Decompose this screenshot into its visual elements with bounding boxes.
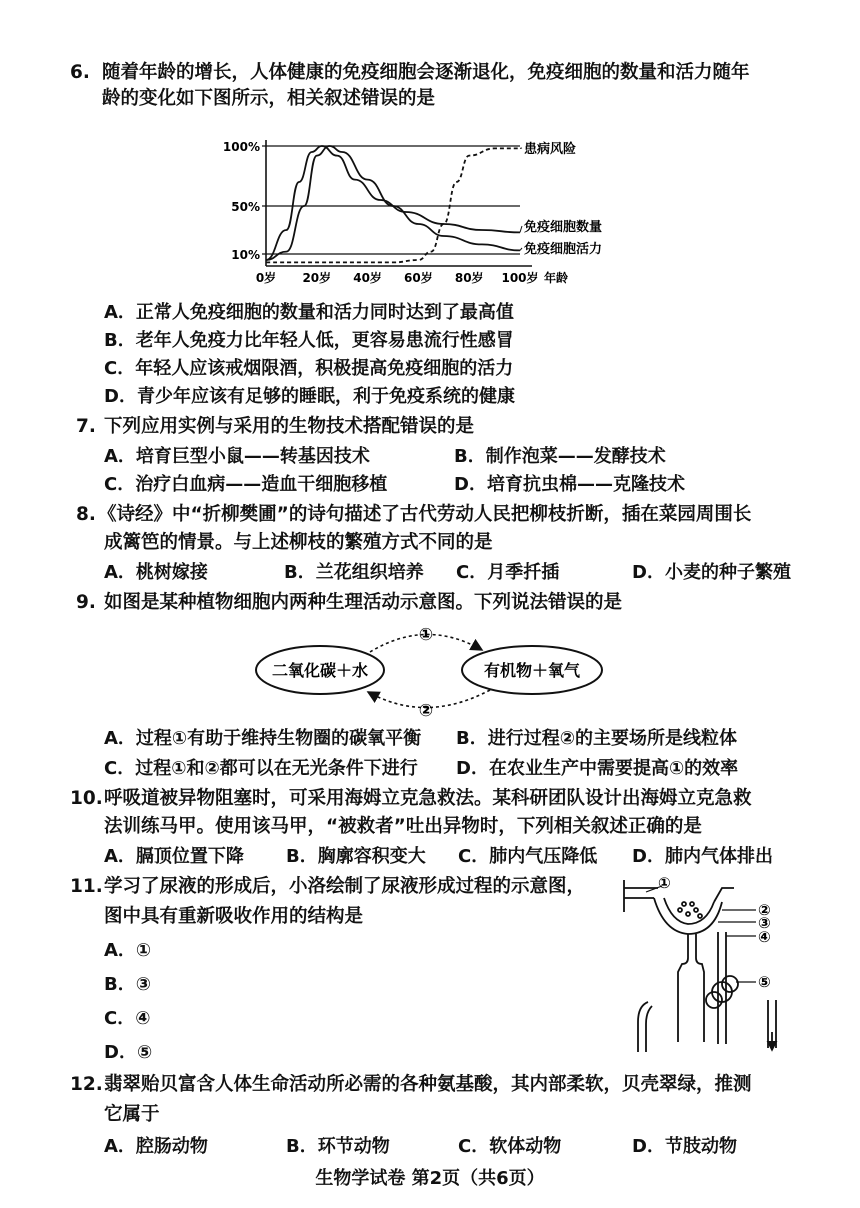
photosynthesis-respiration-diagram (250, 622, 610, 722)
nephron-label-2: ② (758, 901, 771, 919)
q8-number: 8. (76, 504, 96, 525)
q9-number: 9. (76, 592, 96, 613)
q7-option-c[interactable]: C．治疗白血病——造血干细胞移植 (104, 474, 388, 495)
q6-number: 6. (70, 62, 90, 83)
q8-option-c[interactable]: C．月季扦插 (456, 562, 560, 583)
nephron-label-1: ① (658, 874, 671, 892)
q8-option-b[interactable]: B．兰花组织培养 (284, 562, 424, 583)
nephron-label-3: ③ (758, 914, 771, 932)
q7-number: 7. (76, 416, 96, 437)
x-tick-label: 40岁 (353, 271, 382, 285)
process-2-label: ② (418, 701, 434, 721)
q11-option-d[interactable]: D．⑤ (104, 1042, 153, 1063)
q9-option-d[interactable]: D．在农业生产中需要提高①的效率 (456, 758, 739, 779)
q6-stem-line2: 龄的变化如下图所示，相关叙述错误的是 (102, 88, 436, 109)
nephron-label-5: ⑤ (758, 973, 771, 991)
q6-stem-line1: 随着年龄的增长，人体健康的免疫细胞会逐渐退化，免疫细胞的数量和活力随年 (102, 62, 750, 83)
x-axis-label: 年龄 (543, 271, 569, 285)
y-tick-label: 100% (222, 140, 260, 154)
series-line (266, 146, 520, 260)
q10-stem-line1: 呼吸道被异物阻塞时，可采用海姆立克急救法。某科研团队设计出海姆立克急救 (104, 788, 752, 809)
q9-stem: 如图是某种植物细胞内两种生理活动示意图。下列说法错误的是 (104, 592, 623, 613)
q10-option-c[interactable]: C．肺内气压降低 (458, 846, 598, 867)
q11-number: 11. (70, 876, 103, 897)
q12-stem-line2: 它属于 (104, 1104, 160, 1125)
q7-option-b[interactable]: B．制作泡菜——发酵技术 (454, 446, 666, 467)
q11-stem-line1: 学习了尿液的形成后，小洛绘制了尿液形成过程的示意图， (104, 876, 586, 897)
q11-option-c[interactable]: C．④ (104, 1008, 151, 1029)
series-label: 免疫细胞数量 (524, 220, 603, 235)
x-tick-label: 80岁 (454, 271, 484, 285)
q11-stem-line2: 图中具有重新吸收作用的结构是 (104, 906, 364, 927)
series-label: 患病风险 (524, 142, 577, 157)
q12-option-a[interactable]: A．腔肠动物 (104, 1136, 208, 1157)
q6-option-b[interactable]: B．老年人免疫力比年轻人低，更容易患流行性感冒 (104, 330, 514, 351)
x-tick-label: 0岁 (255, 271, 277, 285)
q12-option-c[interactable]: C．软体动物 (458, 1136, 562, 1157)
q9-option-a[interactable]: A．过程①有助于维持生物圈的碳氧平衡 (104, 728, 422, 749)
nephron-diagram (618, 872, 794, 1056)
q12-option-b[interactable]: B．环节动物 (286, 1136, 390, 1157)
q10-stem-line2: 法训练马甲。使用该马甲，“被救者”吐出异物时，下列相关叙述正确的是 (104, 816, 702, 837)
q6-option-a[interactable]: A．正常人免疫细胞的数量和活力同时达到了最高值 (104, 302, 514, 323)
q7-option-d[interactable]: D．培育抗虫棉——克隆技术 (454, 474, 685, 495)
q9-option-b[interactable]: B．进行过程②的主要场所是线粒体 (456, 728, 737, 749)
q6-option-c[interactable]: C．年轻人应该戒烟限酒，积极提高免疫细胞的活力 (104, 358, 514, 379)
series-leader (520, 248, 522, 250)
q9-option-c[interactable]: C．过程①和②都可以在无光条件下进行 (104, 758, 418, 779)
q8-option-a[interactable]: A．桃树嫁接 (104, 562, 208, 583)
q8-option-d[interactable]: D．小麦的种子繁殖 (632, 562, 791, 583)
q6-option-d[interactable]: D．青少年应该有足够的睡眠，利于免疫系统的健康 (104, 386, 515, 407)
x-tick-label: 60岁 (404, 271, 433, 285)
q10-number: 10. (70, 788, 103, 809)
nephron-label-4: ④ (758, 928, 771, 946)
series-leader (520, 226, 522, 232)
q10-option-a[interactable]: A．膈顶位置下降 (104, 846, 244, 867)
q12-number: 12. (70, 1074, 103, 1095)
q12-stem-line1: 翡翠贻贝富含人体生命活动所必需的各种氨基酸，其内部柔软，贝壳翠绿，推测 (104, 1074, 752, 1095)
y-tick-label: 50% (231, 200, 260, 214)
x-tick-label: 20岁 (302, 271, 332, 285)
q10-option-b[interactable]: B．胸廓容积变大 (286, 846, 426, 867)
q7-option-a[interactable]: A．培育巨型小鼠——转基因技术 (104, 446, 370, 467)
right-ellipse-label: 有机物＋氧气 (483, 661, 581, 680)
series-line (266, 146, 520, 260)
q11-option-b[interactable]: B．③ (104, 974, 151, 995)
q8-stem-line1: 《诗经》中“折柳樊圃”的诗句描述了古代劳动人民把柳枝折断，插在菜园周围长 (98, 504, 752, 525)
process-1-label: ① (418, 625, 434, 645)
y-tick-label: 10% (231, 248, 260, 262)
q7-stem: 下列应用实例与采用的生物技术搭配错误的是 (104, 416, 475, 437)
left-ellipse-label: 二氧化碳＋水 (271, 661, 369, 680)
q12-option-d[interactable]: D．节肢动物 (632, 1136, 737, 1157)
page-footer: 生物学试卷 第2页（共6页） (315, 1168, 545, 1189)
q11-option-a[interactable]: A．① (104, 940, 152, 961)
q8-stem-line2: 成篱笆的情景。与上述柳枝的繁殖方式不同的是 (104, 532, 493, 553)
q10-option-d[interactable]: D．肺内气体排出 (632, 846, 773, 867)
series-label: 免疫细胞活力 (524, 242, 603, 257)
x-tick-label: 100岁 (501, 271, 539, 285)
immune-chart (220, 128, 640, 298)
